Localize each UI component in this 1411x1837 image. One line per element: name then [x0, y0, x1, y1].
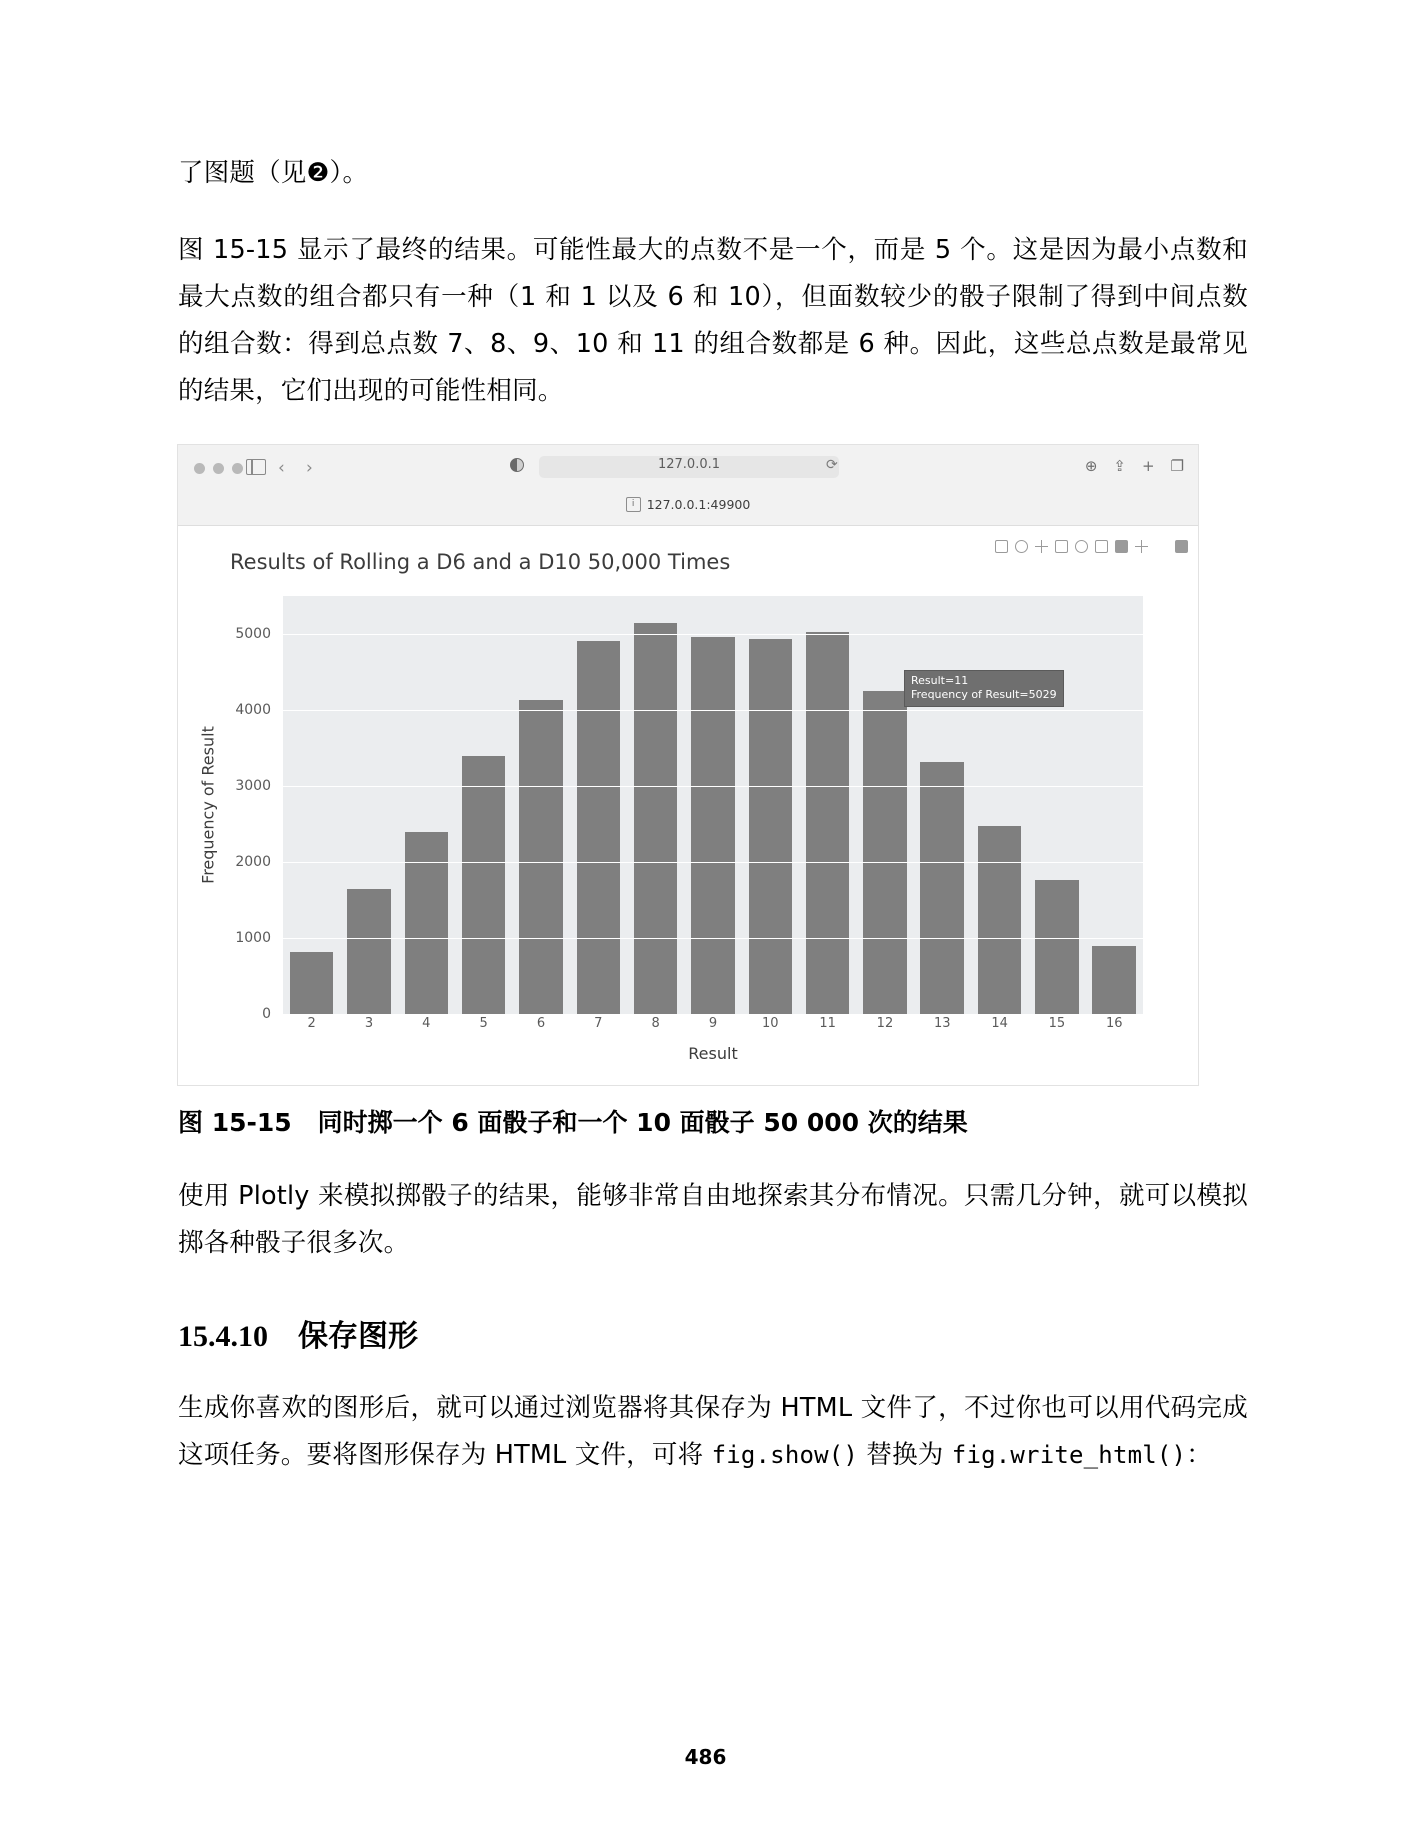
figure-caption [178, 1103, 1248, 1139]
chart-bar[interactable] [691, 637, 735, 1014]
paragraph-plotly-note-text: 使用 Plotly 来模拟掷骰子的结果，能够非常自由地探索其分布情况。只需几分钟，就可以模拟掷各种骰子很多次。 [178, 1181, 1248, 1258]
chart-bar[interactable] [1035, 880, 1079, 1014]
page-number: 486 [684, 1745, 727, 1769]
chart-bar-cell[interactable] [914, 596, 971, 1014]
section-title: 保存图形 [298, 1319, 418, 1354]
close-window-button[interactable] [194, 463, 205, 474]
chart-bar-cell[interactable] [971, 596, 1028, 1014]
chart-x-tick: 3 [364, 1016, 374, 1031]
address-bar-text[interactable]: 127.0.0.1 [657, 457, 721, 472]
chart-bar[interactable] [347, 889, 391, 1014]
pan-icon[interactable] [1035, 540, 1048, 553]
save-text-part-1: 生成你喜欢的图形后，就可以通过浏览器将其保存为 HTML 文件了，不过你也可以用代码完成这项任务。要将图形保存为 HTML 文件，可将 [178, 1393, 1248, 1470]
window-controls[interactable] [194, 463, 243, 474]
zoom-icon[interactable] [1015, 540, 1028, 553]
plotly-modebar[interactable] [995, 540, 1188, 553]
page-content [178, 150, 1248, 1509]
chart-gridline [235, 778, 1143, 794]
chart-bar-cell[interactable] [283, 596, 340, 1014]
maximize-window-button[interactable] [232, 463, 243, 474]
tab-title[interactable]: 127.0.0.1:49900 [646, 496, 751, 512]
chart-bar[interactable] [1092, 946, 1136, 1014]
chart-bar-cell[interactable] [398, 596, 455, 1014]
paragraph-plotly-note [178, 1173, 1248, 1267]
paragraph-intro-text: 了图题（见❷）。 [178, 158, 369, 188]
chart-x-tick: 6 [536, 1016, 546, 1031]
zoom-box-select-icon[interactable] [1055, 540, 1068, 553]
save-text-part-3: ： [1186, 1440, 1212, 1470]
clock-icon[interactable]: ⊕ [1084, 457, 1098, 475]
chart-plot-area [235, 596, 1143, 1022]
chart-x-tick: 10 [762, 1016, 779, 1031]
tabs-icon[interactable]: ❐ [1170, 457, 1184, 475]
code-fig-show: fig.show() [711, 1441, 859, 1469]
plus-icon[interactable]: + [1141, 457, 1155, 475]
chart-x-tick: 8 [651, 1016, 660, 1031]
save-text-part-2: 替换为 [858, 1440, 952, 1470]
chart-gridline [235, 854, 1143, 870]
tab-favicon-icon: i [626, 497, 641, 512]
chart-y-axis-label: Frequency of Result [198, 726, 218, 884]
figure-caption-number: 图 15-15 [178, 1108, 292, 1137]
chart-bar[interactable] [749, 639, 793, 1014]
chart-bar-cell[interactable] [1086, 596, 1143, 1014]
chart-bar-cell[interactable] [627, 596, 684, 1014]
chart-bar[interactable] [577, 641, 621, 1014]
zoom-in-icon[interactable] [1095, 540, 1108, 553]
chart-gridline [235, 702, 1143, 718]
paragraph-intro [178, 150, 1248, 197]
back-arrow-icon[interactable]: ‹ [278, 458, 285, 478]
chart-x-tick: 13 [934, 1016, 951, 1031]
chart-x-tick: 4 [422, 1016, 431, 1031]
chart-x-tick: 2 [307, 1016, 316, 1031]
chart-x-tick: 11 [819, 1016, 836, 1031]
chart-x-tick: 5 [479, 1016, 488, 1031]
chart-x-tick: 9 [708, 1016, 718, 1031]
chart-gridline [235, 930, 1143, 946]
paragraph-saving-figures [178, 1385, 1248, 1479]
section-heading [178, 1311, 1248, 1355]
chart-gridline [262, 1006, 1143, 1022]
chart-x-tick: 15 [1048, 1016, 1066, 1031]
chart-bar-cell[interactable] [742, 596, 799, 1014]
figure-caption-text: 同时掷一个 6 面骰子和一个 10 面骰子 50 000 次的结果 [317, 1108, 968, 1137]
chart-y-tick: 1000 [235, 930, 271, 946]
plotly-chart [178, 526, 1198, 1084]
chart-bar[interactable] [978, 826, 1022, 1014]
chart-bar-cell[interactable] [1028, 596, 1085, 1014]
lasso-select-icon[interactable] [1075, 540, 1088, 553]
chrome-toolbar-right [1085, 457, 1184, 475]
minimize-window-button[interactable] [213, 463, 224, 474]
chart-y-tick: 5000 [235, 626, 271, 642]
chart-bar-cell[interactable] [512, 596, 569, 1014]
camera-icon[interactable] [995, 540, 1008, 553]
chart-y-tick: 2000 [235, 854, 271, 870]
chart-x-tick: 12 [876, 1016, 894, 1031]
chart-y-tick: 3000 [235, 778, 271, 794]
chart-bar-cell[interactable] [799, 596, 856, 1014]
zoom-out-icon[interactable] [1115, 540, 1128, 553]
plotly-logo-icon[interactable] [1175, 540, 1188, 553]
chart-y-tick: 0 [262, 1006, 271, 1022]
chart-bar[interactable] [634, 623, 678, 1014]
chart-bar[interactable] [290, 952, 334, 1014]
autoscale-icon[interactable] [1135, 540, 1148, 553]
chart-x-axis-label: Result [688, 1044, 738, 1063]
tab-strip[interactable] [178, 489, 1198, 519]
chart-bar-cell[interactable] [570, 596, 627, 1014]
chart-tooltip [904, 670, 1064, 707]
code-fig-write-html: fig.write_html() [951, 1441, 1187, 1469]
reload-icon[interactable]: ⟳ [826, 457, 838, 473]
forward-arrow-icon[interactable]: › [306, 458, 313, 478]
chart-bar[interactable] [519, 700, 563, 1014]
reset-axes-icon[interactable] [1155, 540, 1168, 553]
chart-bar-cell[interactable] [340, 596, 397, 1014]
chart-bar[interactable] [405, 832, 449, 1014]
chart-gridline [235, 626, 1143, 642]
chart-x-tick: 7 [594, 1016, 603, 1031]
chart-x-tick-labels [283, 1016, 1143, 1031]
share-icon[interactable]: ⇪ [1113, 457, 1126, 475]
sidebar-toggle-icon[interactable] [246, 459, 266, 475]
tooltip-line-1: Result=11 [911, 674, 969, 687]
chart-bar[interactable] [806, 632, 850, 1014]
section-number: 15.4.10 [178, 1320, 268, 1353]
chart-bar[interactable] [920, 762, 964, 1014]
paragraph-figure-explanation [178, 227, 1248, 415]
tooltip-line-2: Frequency of Result=5029 [911, 688, 1057, 701]
chart-x-tick: 14 [991, 1016, 1008, 1031]
chart-bar-cell[interactable] [856, 596, 913, 1014]
paragraph-figure-explanation-text: 图 15-15 显示了最终的结果。可能性最大的点数不是一个，而是 5 个。这是因为最小点数和最大点数的组合都只有一种（1 和 1 以及 6 和 10），但面数较少的骰子限制了得到中间点数的组合数：得到总点数 7、8、9、10 和 11 的组合数都是 6 种。因此，这些总点数是最常见的结果，它们出现的可能性相同。 [178, 235, 1248, 406]
chart-bar[interactable] [462, 756, 506, 1014]
chart-bar[interactable] [863, 691, 907, 1014]
chart-x-tick: 16 [1105, 1016, 1123, 1031]
chart-bar-cell[interactable] [684, 596, 741, 1014]
chart-bars [283, 596, 1143, 1014]
browser-chrome [178, 445, 1198, 526]
reader-view-icon[interactable] [510, 458, 524, 472]
browser-window-screenshot [178, 445, 1198, 1085]
chart-y-tick: 4000 [235, 702, 271, 718]
chart-bar-cell[interactable] [455, 596, 512, 1014]
chart-title: Results of Rolling a D6 and a D10 50,000 Times [230, 550, 731, 574]
